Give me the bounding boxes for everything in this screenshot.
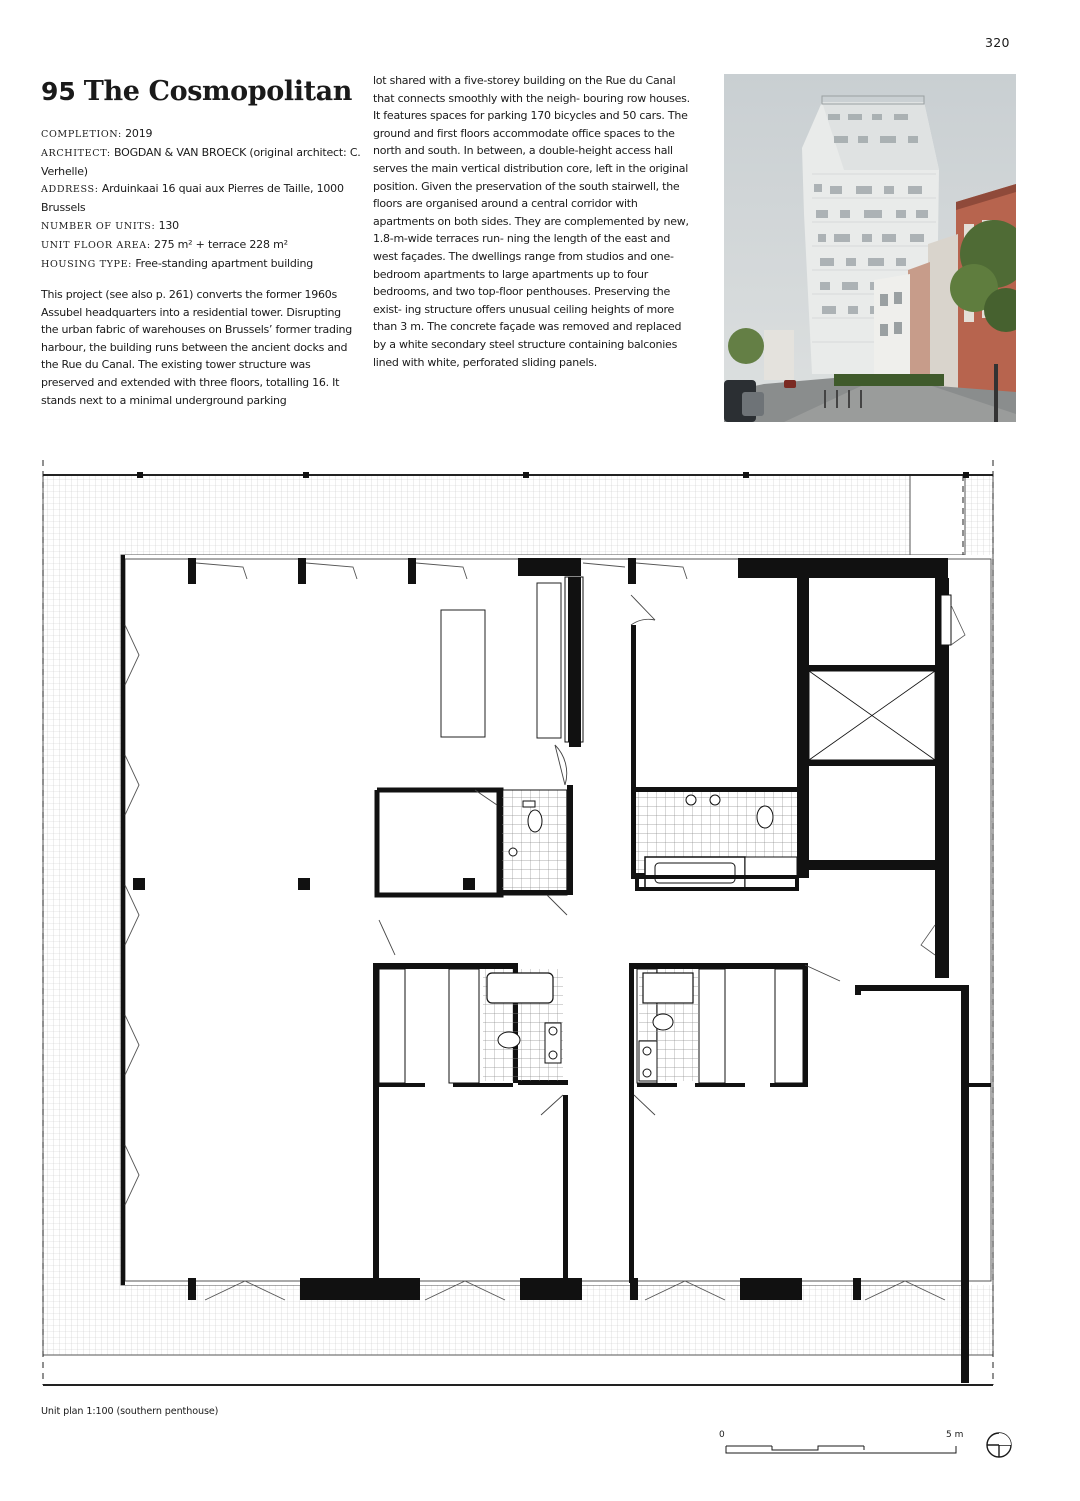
north-arrow-icon: [984, 1430, 1014, 1460]
page-title: [41, 70, 361, 108]
project-title: The Cosmopolitan: [83, 76, 352, 107]
figure-caption: Unit plan 1:100 (southern penthouse): [41, 1406, 219, 1417]
scale-bar: [716, 1425, 976, 1465]
fact-architect: ARCHITECT: BOGDAN & VAN BROECK (original architect: C. Verhelle): [41, 145, 361, 178]
floor-plan-drawing: [35, 455, 1000, 1410]
scale-start-label: 0: [719, 1430, 725, 1440]
fact-floor-area: UNIT FLOOR AREA: 275 m² + terrace 228 m²: [41, 237, 288, 251]
fact-units: NUMBER OF UNITS: 130: [41, 218, 179, 232]
fact-housing-type: HOUSING TYPE: Free-standing apartment building: [41, 256, 314, 270]
project-number: 95: [41, 77, 76, 106]
scale-end-label: 5 m: [946, 1430, 964, 1440]
project-facts: [41, 125, 361, 273]
building-photo: [724, 74, 1016, 422]
building-photo-illustration: [724, 74, 1016, 422]
floor-plan: [35, 455, 1000, 1410]
fact-completion: COMPLETION: 2019: [41, 127, 153, 140]
body-text-column-1: This project (see also p. 261) converts the former 1960s Assubel headquarters into a residential tower. Disrupting the urban fabric of warehouses on Brussels’ former trading harbour, the building runs between the ancient docks and the Rue du Canal. The existing tower structure was preserved and extended with three floors, totalling 16. It stands next to a minimal underground parking: [41, 288, 352, 407]
body-text-column-2: lot shared with a five-storey building on the Rue du Canal that connects smoothly with the neigh- bouring row houses. It features spaces for parking 170 bicycles and 50 cars. The ground and first floors accommodate office spaces to the north and south. In between, a double-height access hall serves the main vertical distribution core, left in the original position. Given the preservation of the south stairwell, the floors are organised around a central corridor with apartments on both sides. They are complemented by new, 1.8-m-wide terraces run- ning the length of the east and west façades. The dwellings range from studios and one-bedroom apartments to large apartments up to four bedrooms, and two top-floor penthouses. Preserving the exist- ing structure offers unusual ceiling heights of more than 3 m. The concrete façade was removed and replaced by a white secondary steel structure containing balconies lined with white, perforated sliding panels.: [373, 74, 690, 369]
scale-bar-graphic: [716, 1425, 976, 1465]
fact-address: ADDRESS: Arduinkaai 16 quai aux Pierres de Taille, 1000 Brussels: [41, 182, 344, 215]
page-number: 320: [985, 35, 1010, 50]
